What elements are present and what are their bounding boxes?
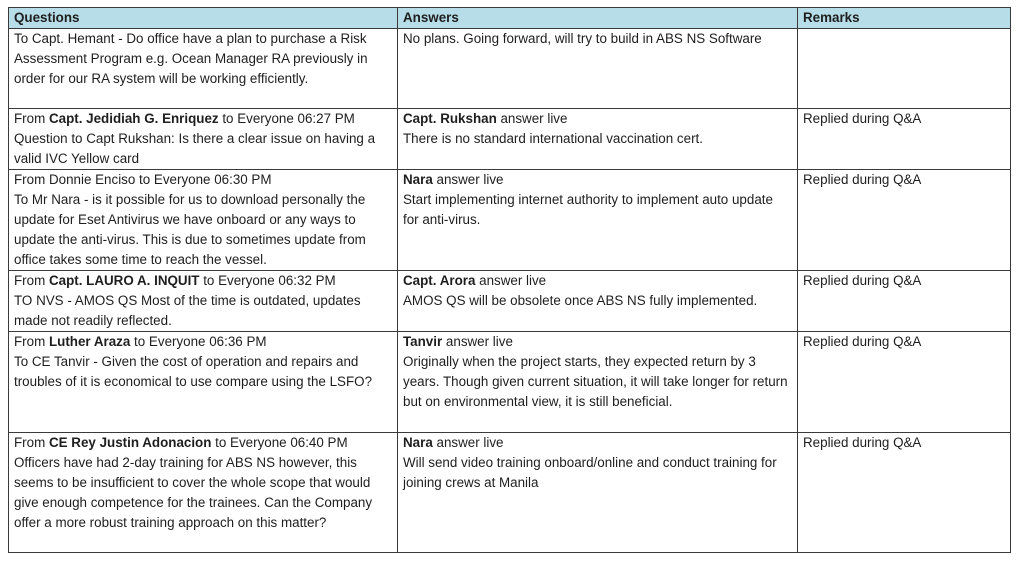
- question-text: To Capt. Hemant - Do office have a plan to purchase a Risk Assessment Program e.g. Ocean Manager RA previously in order for our RA system will be working efficiently.: [14, 31, 368, 86]
- responder-name: Capt. Rukshan: [403, 111, 497, 126]
- responder-suffix: answer live: [432, 435, 504, 450]
- question-cell: [9, 109, 398, 170]
- to-suffix: to Everyone 06:36 PM: [130, 334, 267, 349]
- answer-responder-line: [403, 433, 792, 453]
- table-row: [9, 109, 1011, 170]
- responder-name: Nara: [403, 435, 433, 450]
- qa-table: [8, 7, 1011, 553]
- question-cell: [9, 433, 398, 553]
- responder-name: Capt. Arora: [403, 273, 476, 288]
- question-text: TO NVS - AMOS QS Most of the time is outdated, updates made not readily reflected.: [14, 293, 361, 328]
- answer-text: Start implementing internet authority to implement auto update for anti-virus.: [403, 192, 773, 227]
- answer-cell: [398, 29, 798, 109]
- from-prefix: From: [14, 435, 49, 450]
- question-text: To CE Tanvir - Given the cost of operation and repairs and troubles of it is economical to use compare using the LSFO?: [14, 354, 373, 389]
- remarks-cell: Replied during Q&A: [798, 109, 1011, 170]
- sender-name: Capt. Jedidiah G. Enriquez: [48, 111, 219, 126]
- remarks-cell: Replied during Q&A: [798, 332, 1011, 433]
- answer-text: Will send video training onboard/online and conduct training for joining crews at Manila: [403, 455, 777, 490]
- question-from-line: [14, 332, 392, 352]
- remarks-cell: Replied during Q&A: [798, 170, 1011, 271]
- answer-text: There is no standard international vaccination cert.: [403, 131, 703, 146]
- from-prefix: From: [14, 273, 49, 288]
- header-remarks: Remarks: [798, 8, 1011, 29]
- to-suffix: to Everyone 06:27 PM: [218, 111, 355, 126]
- answer-cell: [398, 271, 798, 332]
- question-cell: [9, 29, 398, 109]
- responder-name: Tanvir: [403, 334, 443, 349]
- to-suffix: to Everyone 06:40 PM: [211, 435, 348, 450]
- from-prefix: From: [14, 334, 49, 349]
- sender-name: Capt. LAURO A. INQUIT: [48, 273, 200, 288]
- table-row: [9, 271, 1011, 332]
- from-prefix: From: [14, 111, 49, 126]
- question-cell: [9, 170, 398, 271]
- responder-suffix: answer live: [432, 172, 504, 187]
- question-text: Question to Capt Rukshan: Is there a clear issue on having a valid IVC Yellow card: [14, 131, 376, 166]
- remarks-cell: [798, 29, 1011, 109]
- remarks-cell: Replied during Q&A: [798, 271, 1011, 332]
- answer-text: AMOS QS will be obsolete once ABS NS fully implemented.: [403, 293, 758, 308]
- question-from-line: From Donnie Enciso to Everyone 06:30 PM: [14, 172, 272, 187]
- to-suffix: to Everyone 06:32 PM: [199, 273, 336, 288]
- question-text: Officers have had 2-day training for ABS NS however, this seems to be insufficient to cover the whole scope that would give enough competence for the trainees. Can the Company offer a more robust training approach on this matter?: [14, 455, 373, 530]
- remarks-cell: Replied during Q&A: [798, 433, 1011, 553]
- question-from-line: [14, 271, 392, 291]
- sender-name: Luther Araza: [48, 334, 131, 349]
- header-answers: Answers: [398, 8, 798, 29]
- table-row: [9, 170, 1011, 271]
- answer-responder-line: [403, 170, 792, 190]
- sender-name: CE Rey Justin Adonacion: [48, 435, 212, 450]
- question-text: To Mr Nara - is it possible for us to download personally the update for Eset Antivirus we have onboard or any ways to update the anti-virus. This is due to sometimes update from office takes some time to reach the vessel.: [14, 192, 366, 267]
- responder-suffix: answer live: [442, 334, 513, 349]
- question-cell: [9, 271, 398, 332]
- answer-cell: [398, 170, 798, 271]
- answer-text: Originally when the project starts, they expected return by 3 years. Though given current situation, it will take longer for return but on environmental view, it is still beneficial.: [403, 354, 788, 409]
- answer-cell: [398, 433, 798, 553]
- table-row: [9, 433, 1011, 553]
- answer-responder-line: [403, 332, 792, 352]
- answer-responder-line: [403, 271, 792, 291]
- answer-cell: [398, 332, 798, 433]
- answer-text: No plans. Going forward, will try to build in ABS NS Software: [403, 31, 762, 46]
- header-questions: Questions: [9, 8, 398, 29]
- question-from-line: [14, 433, 392, 453]
- responder-suffix: answer live: [475, 273, 547, 288]
- table-row: [9, 332, 1011, 433]
- answer-cell: [398, 109, 798, 170]
- table-row: [9, 29, 1011, 109]
- question-from-line: [14, 109, 392, 129]
- responder-suffix: answer live: [496, 111, 568, 126]
- answer-responder-line: [403, 109, 792, 129]
- header-row: [9, 8, 1011, 29]
- question-cell: [9, 332, 398, 433]
- responder-name: Nara: [403, 172, 433, 187]
